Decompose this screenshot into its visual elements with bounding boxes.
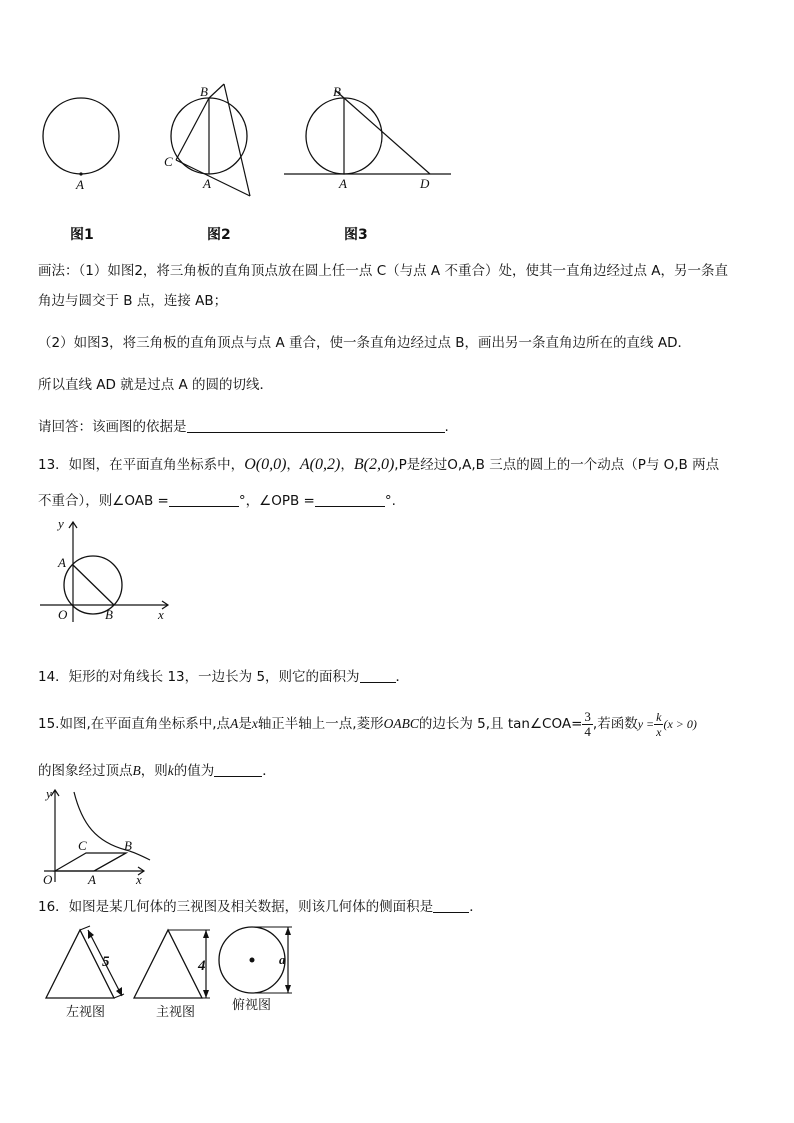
dim-a-label: a — [279, 952, 286, 967]
fig1-caption: 图1 — [70, 227, 94, 243]
answer-blank-opb[interactable] — [315, 492, 385, 507]
front-view-triangle — [134, 930, 202, 998]
answer-blank-k[interactable] — [214, 762, 262, 777]
left-view-arrow-top — [88, 930, 94, 939]
q13-rest: ,P是经过O,A,B 三点的圆上的一个动点（P与 O,B 两点 — [394, 457, 720, 473]
q13-label-y: y — [58, 516, 64, 531]
q16-text: 16．如图是某几何体的三视图及相关数据，则该几何体的侧面积是 — [38, 899, 434, 915]
q15-label-c: C — [78, 838, 87, 853]
method-line-1: 画法：（1）如图2，将三角板的直角顶点放在圆上任一点 C（与点 A 不重合）处，使其一直角边经过点 A，另一条直 — [38, 263, 728, 279]
q15-line2b: ，则 — [140, 763, 168, 779]
q15-line-1 — [38, 708, 697, 740]
fig3-caption: 图3 — [344, 227, 368, 243]
q13-label-o: O — [58, 607, 68, 622]
q15-line2c: 的值为 — [173, 763, 215, 779]
q15-part1: 15.如图,在平面直角坐标系中,点 — [38, 716, 231, 732]
q13-label-a: A — [58, 555, 66, 570]
question-end: . — [444, 419, 449, 435]
q13-deg2: °. — [384, 493, 396, 509]
dim-4-label: 4 — [198, 958, 206, 974]
q13-point-o: O(0,0) — [244, 456, 287, 473]
left-view-ext-bottom — [114, 994, 124, 998]
q15-rhombus-name: OABC — [383, 716, 419, 731]
q15-part2: 是 — [238, 716, 252, 732]
q15-point-b: B — [132, 763, 141, 778]
fig2-line-top — [209, 84, 224, 98]
q14-text: 14．矩形的对角线长 13，一边长为 5，则它的面积为 — [38, 669, 360, 685]
fig2-line-b-ext — [224, 84, 250, 196]
q14-line — [38, 668, 409, 686]
answer-blank-area[interactable] — [360, 668, 396, 683]
method-line-3: （2）如图3，将三角板的直角顶点与点 A 重合，使一条直角边经过点 B，画出另一条直角边所在的直线 AD． — [38, 335, 691, 351]
question-text: 请回答：该画图的依据是 — [38, 419, 187, 435]
q16-end: ． — [469, 899, 483, 915]
fig2-caption: 图2 — [207, 227, 231, 243]
q16-line — [38, 898, 483, 916]
q15-figure — [34, 784, 164, 888]
left-view-ext-top — [80, 926, 90, 930]
top-view-label: 俯视图 — [232, 998, 272, 1013]
q15-frac-den: 4 — [584, 723, 591, 739]
q13-segment-ab — [73, 565, 114, 605]
q13-label-x: x — [158, 607, 164, 622]
q15-x-den: x — [656, 724, 662, 739]
answer-blank-lateral-area[interactable] — [433, 898, 469, 913]
q15-k-num: k — [656, 709, 662, 724]
q15-label-o: O — [43, 872, 53, 887]
front-view-label: 主视图 — [156, 1005, 196, 1020]
q15-part5: ,若函数 — [592, 716, 638, 732]
q15-tan-fraction — [582, 710, 593, 739]
q15-y-eq: y = — [637, 717, 655, 731]
q15-label-b: B — [124, 838, 132, 853]
q13-deg1: °，∠OPB = — [238, 493, 315, 509]
fig2-line-ca — [176, 160, 250, 196]
q15-line2a: 的图象经过顶点 — [38, 763, 133, 779]
fig2-label-c: C — [164, 154, 173, 169]
figure-3 — [284, 84, 451, 191]
figure-1 — [43, 98, 119, 192]
answer-blank-oab[interactable] — [169, 492, 239, 507]
fig1-point-a — [79, 172, 82, 175]
fig3-label-a: A — [339, 176, 347, 191]
q15-k: k — [167, 763, 174, 778]
q15-point-a: A — [230, 716, 239, 731]
q15-line-2 — [38, 762, 276, 780]
fig2-line-bc — [176, 98, 209, 160]
q13-line-2 — [38, 492, 396, 510]
q15-label-y: y — [46, 786, 52, 801]
q15-rhombus — [55, 853, 126, 871]
top-view-center — [250, 958, 255, 963]
method-question — [38, 418, 449, 436]
fig2-label-b: B — [200, 84, 208, 99]
front-view-arrow-bottom — [203, 990, 209, 998]
q13-prefix: 13．如图，在平面直角坐标系中， — [38, 457, 245, 473]
q15-x: x — [251, 716, 258, 731]
q15-part4: 的边长为 5,且 tan∠COA= — [418, 716, 583, 732]
q13-point-a: A(0,2) — [299, 456, 341, 473]
q13-line-1: 13．如图，在平面直角坐标系中，O(0,0)，A(0,2)，B(2,0),P是经过O,A,B 三点的圆上的一个动点（P与 O,B 两点 — [38, 456, 720, 473]
q15-condition: (x > 0) — [663, 717, 697, 731]
q13-figure — [30, 514, 180, 626]
fig1-circle — [43, 98, 119, 174]
q13-label-b: B — [105, 607, 113, 622]
top-view-arrow-bottom — [285, 985, 291, 993]
method-line-2: 角边与圆交于 B 点，连接 AB； — [38, 293, 228, 309]
fig1-label-a: A — [76, 177, 84, 192]
q15-label-a: A — [88, 872, 96, 887]
q15-label-x: x — [136, 872, 142, 887]
fig3-label-d: D — [420, 176, 430, 191]
left-view-label: 左视图 — [66, 1005, 106, 1020]
q15-end: ． — [262, 763, 276, 779]
q15-segment-ab — [94, 853, 126, 871]
answer-blank-basis[interactable] — [187, 418, 445, 433]
q14-end: ． — [395, 669, 410, 685]
top-figures — [0, 0, 794, 250]
q13-line2-start: 不重合），则∠OAB = — [38, 493, 169, 509]
fig3-line-bd — [344, 98, 430, 174]
q15-frac-num: 3 — [584, 708, 591, 724]
dim-5-label: 5 — [102, 954, 110, 970]
q13-point-b: B(2,0) — [353, 456, 395, 473]
q16-three-views — [38, 920, 308, 1024]
top-view-arrow-top — [285, 927, 291, 935]
fig2-label-a: A — [203, 176, 211, 191]
q15-part3: 轴正半轴上一点,菱形 — [257, 716, 384, 732]
method-line-4: 所以直线 AD 就是过点 A 的圆的切线． — [38, 377, 274, 393]
front-view-arrow-top — [203, 930, 209, 938]
figure-2 — [164, 84, 250, 196]
fig3-label-b: B — [333, 84, 341, 99]
